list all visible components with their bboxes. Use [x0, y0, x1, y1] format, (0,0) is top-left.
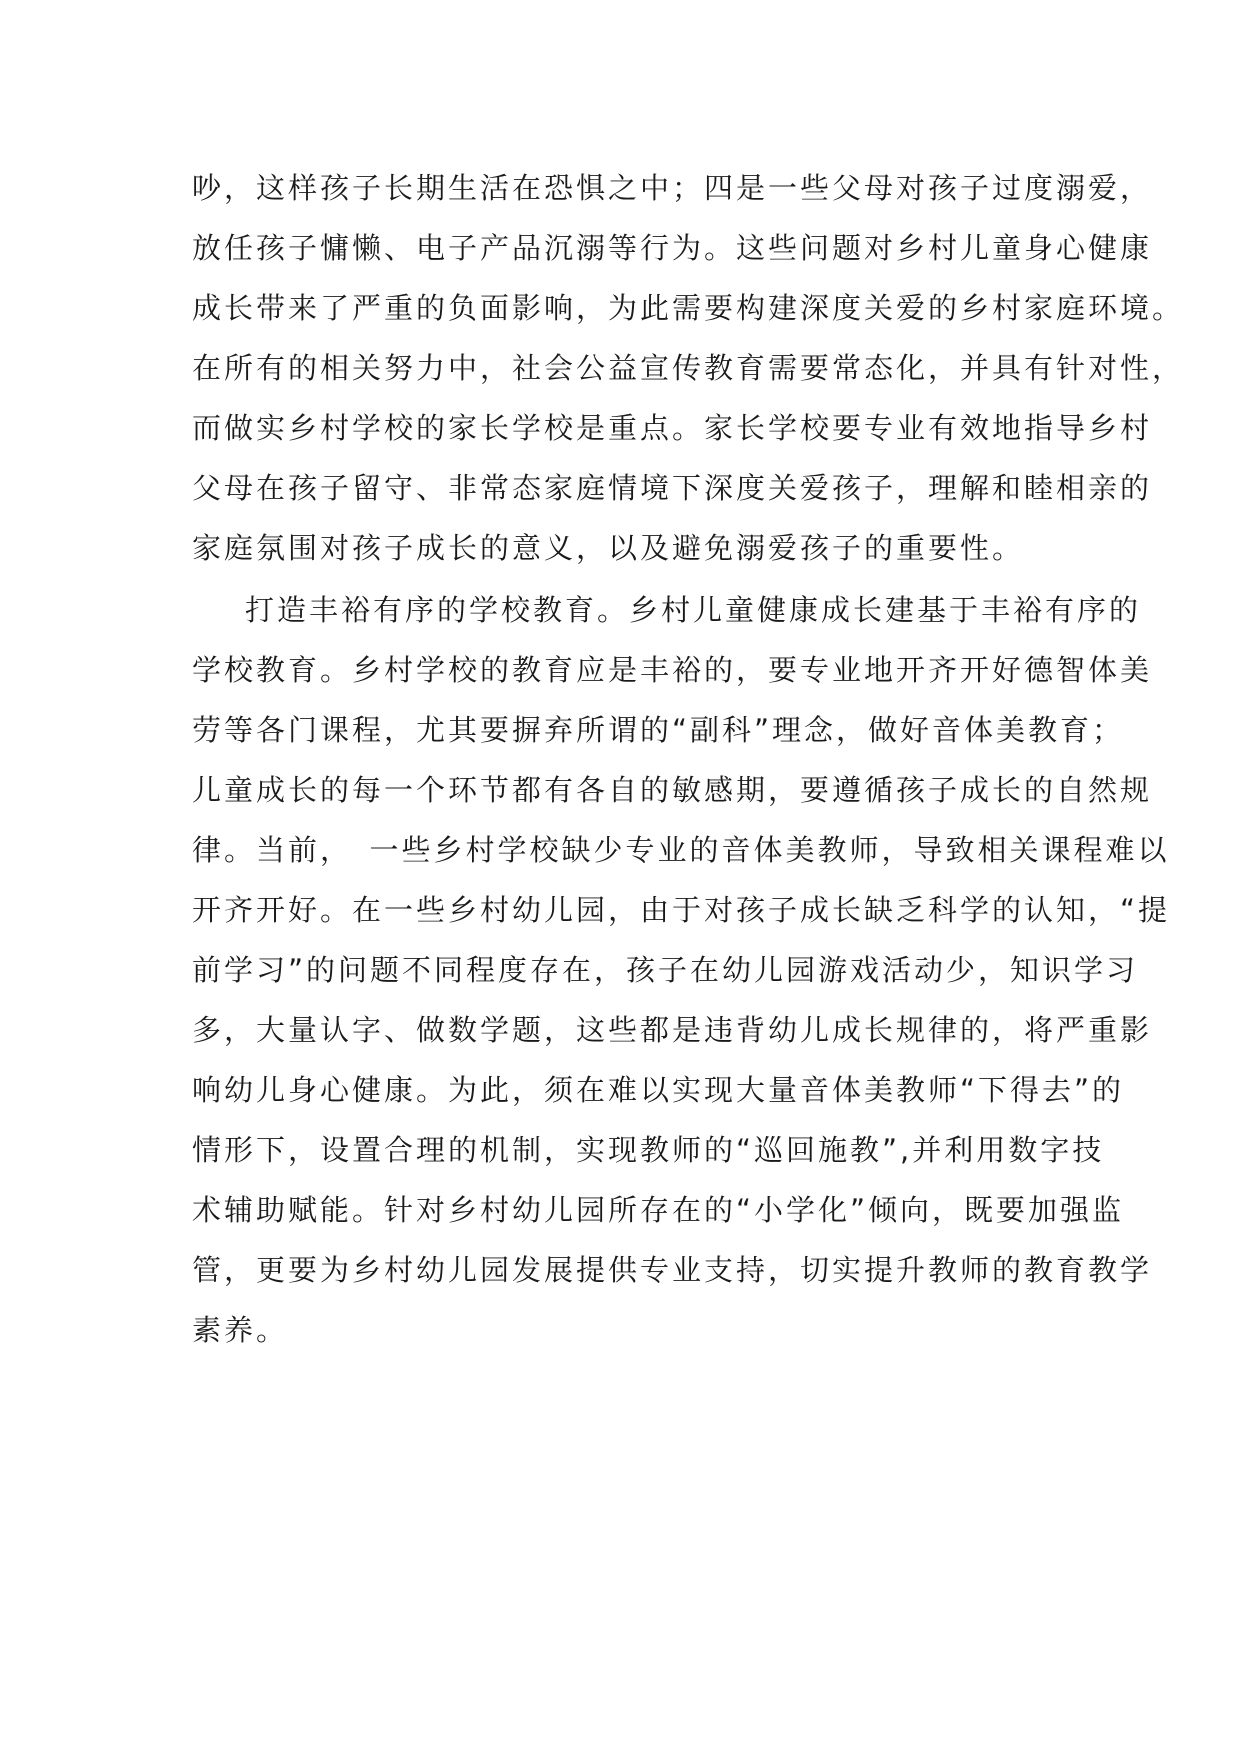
paragraph-2-line-11: 术辅助赋能。针对乡村幼儿园所存在的“小学化”倾向，既要加强监	[192, 1193, 1125, 1227]
paragraph-1-line-2: 放任孩子慵懒、电子产品沉溺等行为。这些问题对乡村儿童身心健康	[192, 231, 1153, 265]
paragraph-2-line-12: 管，更要为乡村幼儿园发展提供专业支持，切实提升教师的教育教学	[192, 1253, 1153, 1287]
paragraph-2-line-2: 学校教育。乡村学校的教育应是丰裕的，要专业地开齐开好德智体美	[192, 653, 1153, 687]
paragraph-1-line-5: 而做实乡村学校的家长学校是重点。家长学校要专业有效地指导乡村	[192, 411, 1153, 445]
paragraph-2-line-7: 前学习”的问题不同程度存在，孩子在幼儿园游戏活动少，知识学习	[192, 953, 1139, 987]
paragraph-2-line-13: 素养。	[192, 1313, 289, 1347]
paragraph-2-line-3: 劳等各门课程，尤其要摒弃所谓的“副科”理念，做好音体美教育；	[192, 713, 1125, 747]
paragraph-1-line-7: 家庭氛围对孩子成长的意义，以及避免溺爱孩子的重要性。	[192, 531, 1025, 565]
paragraph-2-line-1: 打造丰裕有序的学校教育。乡村儿童健康成长建基于丰裕有序的	[245, 593, 1142, 627]
paragraph-2-line-4: 儿童成长的每一个环节都有各自的敏感期，要遵循孩子成长的自然规	[192, 773, 1153, 807]
paragraph-2	[192, 580, 1171, 1360]
paragraph-2-line-6: 开齐开好。在一些乡村幼儿园，由于对孩子成长缺乏科学的认知，“提	[192, 893, 1171, 927]
paragraph-1-line-3: 成长带来了严重的负面影响，为此需要构建深度关爱的乡村家庭环境。	[192, 291, 1185, 325]
paragraph-2-line-10: 情形下，设置合理的机制，实现教师的“巡回施教”,并利用数字技	[192, 1133, 1105, 1167]
paragraph-1-line-6: 父母在孩子留守、非常态家庭情境下深度关爱孩子，理解和睦相亲的	[192, 471, 1153, 505]
paragraph-2-line-9: 响幼儿身心健康。为此，须在难以实现大量音体美教师“下得去”的	[192, 1073, 1125, 1107]
paragraph-2-line-5: 律。当前， 一些乡村学校缺少专业的音体美教师，导致相关课程难以	[192, 833, 1170, 867]
paragraph-1-line-1: 吵，这样孩子长期生活在恐惧之中；四是一些父母对孩子过度溺爱，	[192, 171, 1153, 205]
paragraph-1	[192, 158, 1185, 578]
paragraph-1-line-4: 在所有的相关努力中，社会公益宣传教育需要常态化，并具有针对性，	[192, 351, 1185, 385]
paragraph-2-line-8: 多，大量认字、做数学题，这些都是违背幼儿成长规律的，将严重影	[192, 1013, 1153, 1047]
